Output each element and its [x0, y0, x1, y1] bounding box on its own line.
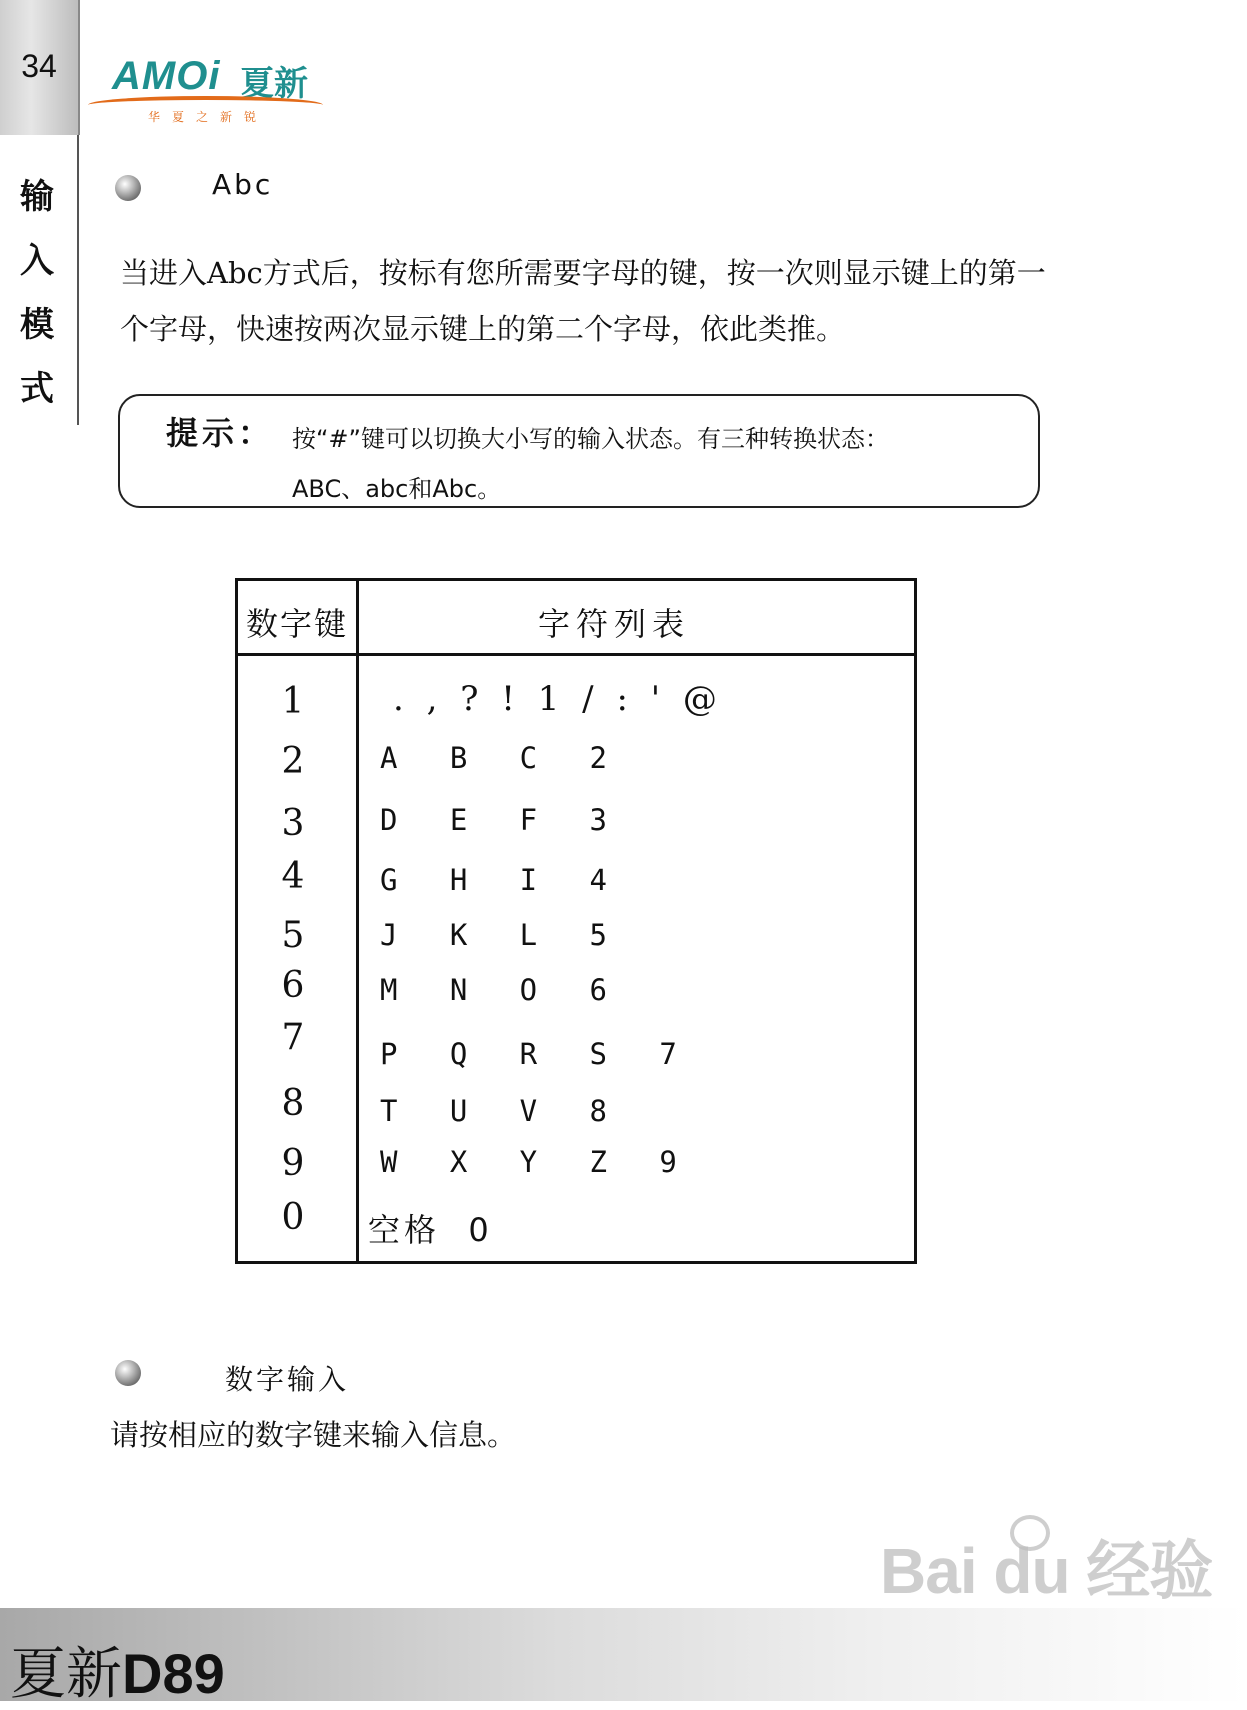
- table-key: 4: [281, 856, 305, 897]
- tip-line: ABC、abc和Abc。: [292, 475, 502, 503]
- table-chars: 空格 0: [368, 1211, 493, 1249]
- table-chars: J K L 5: [380, 918, 607, 952]
- tip-line: 按“#”键可以切换大小写的输入状态。有三种转换状态：: [292, 425, 889, 453]
- logo-brand-cn: 夏新: [240, 64, 308, 104]
- table-chars: A B C 2: [380, 741, 607, 775]
- footer-model: D89: [122, 1642, 225, 1705]
- section-heading-number-input: 数字输入: [225, 1363, 350, 1396]
- table-chars: P Q R S 7: [380, 1037, 677, 1071]
- amoi-logo: [88, 48, 338, 128]
- table-key: 5: [281, 915, 305, 956]
- table-key: 7: [281, 1017, 305, 1058]
- table-chars: W X Y Z 9: [380, 1145, 677, 1179]
- bullet-icon: [115, 1360, 141, 1386]
- bullet-icon: [115, 175, 141, 201]
- table-key: 3: [281, 803, 305, 844]
- table-header-key: 数字键: [246, 605, 349, 643]
- logo-slogan: 华夏之新锐: [148, 110, 269, 124]
- table-key: 0: [281, 1197, 305, 1238]
- logo-brand: AMOi: [112, 54, 221, 98]
- side-divider: [77, 135, 79, 425]
- character-table: [235, 578, 917, 1264]
- table-chars: G H I 4: [380, 863, 607, 897]
- chapter-side-title: [12, 165, 62, 421]
- side-title-char: 式: [20, 369, 54, 409]
- table-key: 2: [281, 741, 305, 782]
- table-key: 9: [281, 1143, 305, 1184]
- page-number-tab: [0, 0, 80, 135]
- table-column-rule: [356, 581, 359, 1261]
- section-paragraph: 当进入Abc方式后，按标有您所需要字母的键，按一次则显示键上的第一个字母，快速按两次显示键上的第二个字母，依此类推。: [120, 256, 1046, 346]
- table-chars: M N O 6: [380, 973, 607, 1007]
- side-title-char: 模: [20, 305, 54, 345]
- table-key: 1: [281, 681, 305, 722]
- tip-box: [118, 394, 1040, 508]
- tip-label: 提示：: [166, 414, 275, 452]
- page-number: 34: [21, 48, 57, 84]
- table-chars: T U V 8: [380, 1094, 607, 1128]
- table-chars: D E F 3: [380, 803, 607, 837]
- table-key: 8: [281, 1083, 305, 1124]
- table-key: 6: [281, 965, 305, 1006]
- table-header-rule: [238, 653, 914, 656]
- table-header-chars: 字符列表: [538, 605, 691, 643]
- footer-brand-cn: 夏新: [10, 1642, 122, 1707]
- table-chars: . , ? ! 1 / : ' @: [393, 679, 723, 719]
- side-title-char: 入: [20, 241, 54, 281]
- section-paragraph: 请按相应的数字键来输入信息。: [110, 1418, 517, 1452]
- tip-text: [292, 414, 1012, 514]
- footer-model-title: [10, 1630, 225, 1710]
- side-title-char: 输: [20, 177, 54, 217]
- section-heading-abc: Abc: [212, 168, 274, 201]
- watermark-main: Bai du 经验: [880, 1535, 1213, 1607]
